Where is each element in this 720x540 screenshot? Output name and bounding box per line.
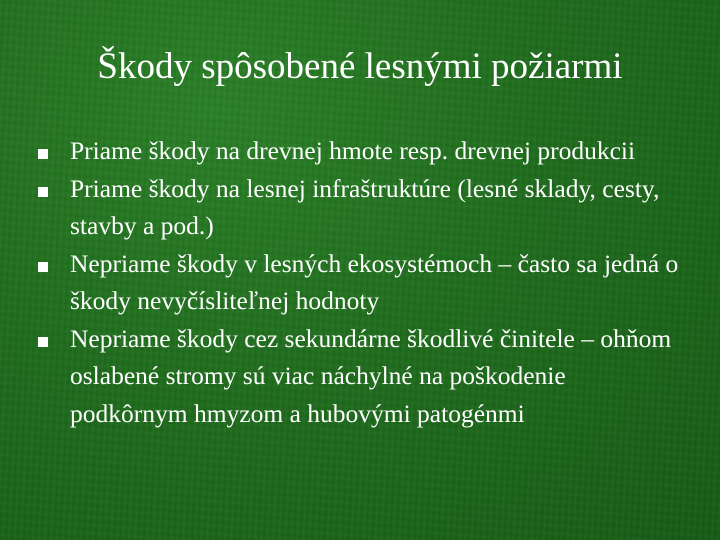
bullet-text: Priame škody na drevnej hmote resp. drevnej produkcii bbox=[70, 136, 636, 165]
slide-title: Škody spôsobené lesnými požiarmi bbox=[97, 46, 623, 87]
square-bullet-icon bbox=[38, 262, 48, 272]
square-bullet-icon bbox=[38, 187, 48, 197]
bullet-text: Nepriame škody v lesných ekosystémoch – často sa jedná o škody nevyčísliteľnej hodnoty bbox=[70, 248, 679, 315]
bullet-item bbox=[38, 170, 688, 245]
square-bullet-icon bbox=[38, 337, 48, 347]
bullet-text: Priame škody na lesnej infraštruktúre (lesné sklady, cesty, stavby a pod.) bbox=[70, 173, 660, 240]
bullet-item bbox=[38, 320, 688, 433]
bullet-item bbox=[38, 132, 688, 170]
bullet-text: Nepriame škody cez sekundárne škodlivé činitele – ohňom oslabené stromy sú viac náchylné na poškodenie podkôrnym hmyzom a hubovými patogénmi bbox=[70, 323, 672, 428]
square-bullet-icon bbox=[38, 149, 48, 159]
bullet-item bbox=[38, 245, 688, 320]
bullet-list bbox=[38, 132, 688, 432]
